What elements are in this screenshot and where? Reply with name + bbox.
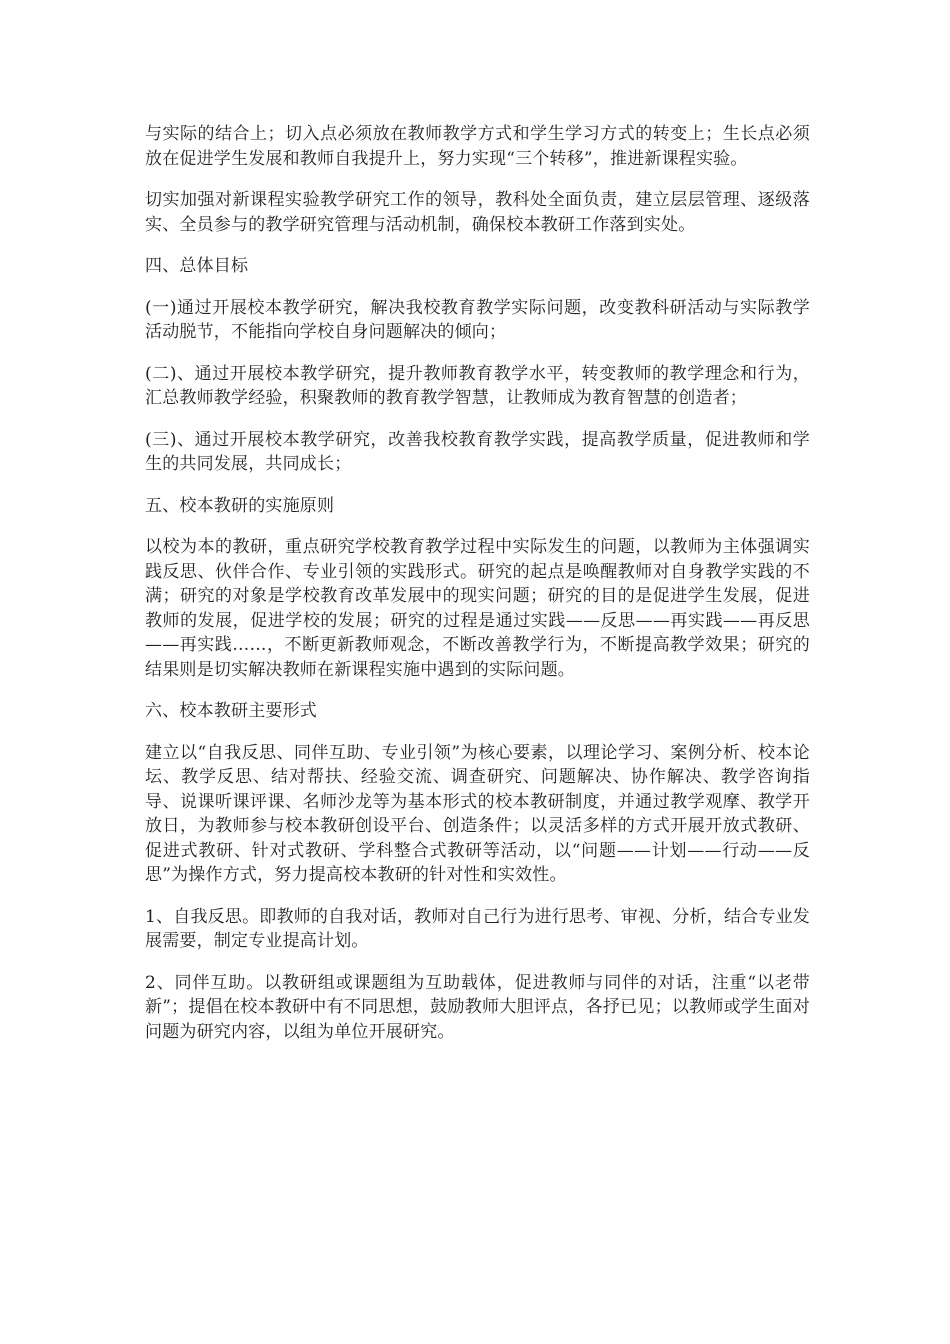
goal-item-3: (三)、通过开展校本教学研究，改善我校教育教学实践，提高教学质量，促进教师和学生的共同发展，共同成长；	[145, 429, 810, 474]
goal-item-1: (一)通过开展校本教学研究，解决我校教育教学实际问题，改变教科研活动与实际教学活动脱节，不能指向学校自身问题解决的倾向；	[145, 297, 810, 342]
document-body	[145, 122, 810, 1061]
form-item-peer-support: 2、同伴互助。以教研组或课题组为互助载体，促进教师与同伴的对话，注重“以老带新”；提倡在校本教研中有不同思想，鼓励教师大胆评点，各抒已见；以教师或学生面对问题为研究内容，以组为单位开展研究。	[145, 972, 810, 1042]
paragraph-continuation: 与实际的结合上；切入点必须放在教师教学方式和学生学习方式的转变上；生长点必须放在促进学生发展和教师自我提升上，努力实现“三个转移”，推进新课程实验。	[145, 124, 810, 169]
section-heading-forms: 六、校本教研主要形式	[145, 701, 317, 721]
form-item-self-reflection: 1、自我反思。即教师的自我对话，教师对自己行为进行思考、审视、分析，结合专业发展需要，制定专业提高计划。	[145, 906, 810, 951]
section-heading-principles: 五、校本教研的实施原则	[145, 495, 335, 516]
paragraph-leadership: 切实加强对新课程实验教学研究工作的领导，教科处全面负责，建立层层管理、逐级落实、全员参与的教学研究管理与活动机制，确保校本教研工作落到实处。	[145, 190, 810, 235]
paragraph-principles: 以校为本的教研，重点研究学校教育教学过程中实际发生的问题，以教师为主体强调实践反思、伙伴合作、专业引领的实践形式。研究的起点是唤醒教师对自身教学实践的不满；研究的对象是学校教育改革发展中的现实问题；研究的目的是促进学生发展，促进教师的发展，促进学校的发展；研究的过程是通过实践——反思——再实践——再反思——再实践……，不断更新教师观念，不断改善教学行为，不断提高教学效果；研究的结果则是切实解决教师在新课程实施中遇到的实际问题。	[145, 537, 810, 680]
section-heading-goals: 四、总体目标	[145, 256, 249, 276]
paragraph-forms: 建立以“自我反思、同伴互助、专业引领”为核心要素，以理论学习、案例分析、校本论坛、教学反思、结对帮扶、经验交流、调查研究、问题解决、协作解决、教学咨询指导、说课听课评课、名师沙龙等为基本形式的校本教研制度，并通过教学观摩、教学开放日，为教师参与校本教研创设平台、创造条件；以灵活多样的方式开展开放式教研、促进式教研、针对式教研、学科整合式教研等活动，以“问题——计划——行动——反思”为操作方式，努力提高校本教研的针对性和实效性。	[145, 742, 810, 885]
goal-item-2: (二)、通过开展校本教学研究，提升教师教育教学水平，转变教师的教学理念和行为，汇总教师教学经验，积聚教师的教育教学智慧，让教师成为教育智慧的创造者；	[145, 363, 810, 408]
